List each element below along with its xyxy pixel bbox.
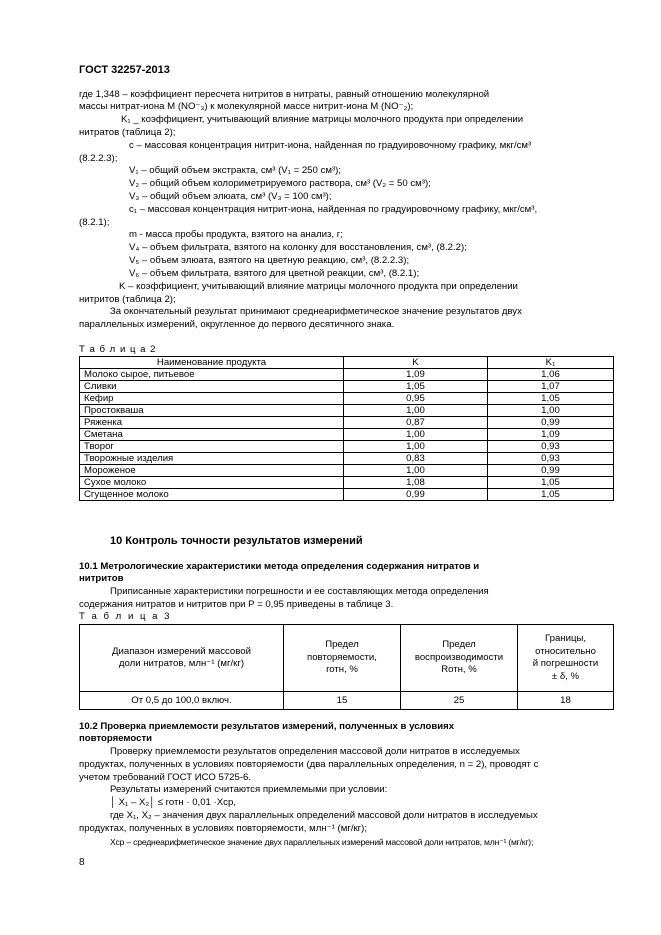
definition-line: V₄ – объем фильтрата, взятого на колонку для восстановления, см³, (8.2.2);: [129, 242, 467, 253]
subsection-heading: повторяемости: [79, 733, 153, 744]
table-cell: 1,00: [488, 405, 614, 417]
definition-line: m - масса пробы продукта, взятого на анализ, г;: [129, 229, 343, 240]
table-cell: 0,93: [488, 441, 614, 453]
header-text: Rотн, %: [441, 664, 477, 676]
table-row: [80, 405, 614, 417]
definition-line: где 1,348 – коэффициент пересчета нитритов в нитраты, равный отношению молекулярной: [79, 89, 490, 100]
table-row: [80, 692, 614, 710]
table-cell: 1,05: [488, 477, 614, 489]
header-text: Диапазон измерений массовой: [112, 645, 251, 657]
table-cell: 1,00: [344, 441, 488, 453]
column-header: K: [344, 357, 488, 369]
table-cell: Творог: [80, 441, 344, 453]
table-cell: Молоко сырое, питьевое: [80, 369, 344, 381]
column-header: [284, 625, 401, 692]
table-cell: Творожные изделия: [80, 453, 344, 465]
table-cell: Ряженка: [80, 417, 344, 429]
table3: [79, 624, 614, 710]
table-cell: 0,95: [344, 393, 488, 405]
table-cell: Мороженое: [80, 465, 344, 477]
table-row: [80, 453, 614, 465]
table-header-row: [80, 625, 614, 692]
page-number: 8: [79, 857, 85, 868]
header-text: Предел: [442, 639, 476, 651]
table-row: [80, 465, 614, 477]
table-cell: Сухое молоко: [80, 477, 344, 489]
table-cell: От 0,5 до 100,0 включ.: [80, 692, 284, 710]
table-cell: 1,09: [344, 369, 488, 381]
column-header: [80, 625, 284, 692]
paragraph-line: продуктах, полученных в условиях повторяемости, млн⁻¹ (мг/кг);: [79, 823, 368, 834]
definition-line: c₁ – массовая концентрация нитрит-иона, найденная по градуировочному графику, мкг/см³,: [129, 204, 538, 215]
table-cell: 1,00: [344, 405, 488, 417]
definition-line: V₃ – общий объем элюата, см³ (V₃ = 100 см³);: [129, 191, 332, 202]
table-cell: 1,00: [344, 429, 488, 441]
header-text: доли нитратов, млн⁻¹ (мг/кг): [118, 658, 245, 669]
paragraph-line: Xср – среднеарифметическое значение двух параллельных измерений массовой доли нитратов, млн⁻¹ (мг/кг);: [110, 837, 534, 847]
table-cell: Кефир: [80, 393, 344, 405]
subsection-heading: 10.1 Метрологические характеристики метода определения содержания нитратов и: [79, 561, 480, 572]
table-cell: 1,00: [344, 465, 488, 477]
table-cell: 0,99: [344, 489, 488, 501]
header-text: повторяемости,: [307, 651, 377, 663]
table-cell: 1,05: [344, 381, 488, 393]
table-cell: Сгущенное молоко: [80, 489, 344, 501]
table-row: [80, 441, 614, 453]
paragraph-line: продуктах, полученных в условиях повторяемости (два параллельных определения, n = 2), проводят с: [79, 759, 539, 770]
table3-caption: Т а б л и ц а 3: [79, 611, 172, 622]
paragraph-line: учетом требований ГОСТ ИСО 5725-6.: [79, 772, 252, 783]
paragraph-line: Результаты измерений считаются приемлемыми при условии:: [110, 784, 388, 795]
paragraph-line: Проверку приемлемости результатов определения массовой доли нитратов в исследуемых: [110, 746, 520, 757]
column-header: K₁: [488, 357, 614, 369]
subsection-heading: нитритов: [79, 573, 124, 584]
header-text: rотн, %: [326, 664, 358, 676]
table-cell: 0,87: [344, 417, 488, 429]
definition-line: массы нитрат-иона M (NO⁻₃) к молекулярной массе нитрит-иона M (NO⁻₂);: [79, 101, 414, 112]
header-text: й погрешности: [532, 658, 599, 669]
definition-line: нитратов (таблица 2);: [79, 127, 176, 138]
definition-line: V₁ – общий объем экстракта, см³ (V₁ = 250 см³);: [129, 165, 341, 176]
column-header: [401, 625, 518, 692]
table2: [79, 356, 614, 501]
table-cell: 1,05: [488, 393, 614, 405]
header-text: относительно: [535, 645, 596, 657]
column-header: Наименование продукта: [80, 357, 344, 369]
definition-line: (8.2.2.3);: [79, 153, 118, 164]
table-row: [80, 417, 614, 429]
table-cell: 1,07: [488, 381, 614, 393]
table-row: [80, 381, 614, 393]
paragraph-line: параллельных измерений, округленное до первого десятичного знака.: [79, 319, 395, 330]
definition-line: K – коэффициент, учитывающий влияние матрицы молочного продукта при определении: [119, 281, 518, 292]
table-cell: 25: [401, 692, 518, 710]
definition-line: c – массовая концентрация нитрит-иона, найденная по градуировочному графику, мкг/см³: [129, 140, 532, 151]
table-cell: Сливки: [80, 381, 344, 393]
table-cell: 1,08: [344, 477, 488, 489]
table-cell: 0,99: [488, 465, 614, 477]
column-header: [518, 625, 614, 692]
paragraph-line: содержания нитратов и нитритов при P = 0,95 приведены в таблице 3.: [79, 599, 394, 610]
table-header-row: [80, 357, 614, 369]
formula: │ X₁ – X₂│ ≤ rотн · 0,01 ·Xср,: [110, 797, 236, 808]
table-row: [80, 477, 614, 489]
header-text: воспроизводимости: [414, 651, 504, 663]
table-cell: 1,05: [488, 489, 614, 501]
section-heading: 10 Контроль точности результатов измерений: [110, 535, 363, 547]
table-cell: 18: [518, 692, 614, 710]
table-cell: Сметана: [80, 429, 344, 441]
table-cell: 0,99: [488, 417, 614, 429]
definition-line: нитритов (таблица 2);: [79, 294, 176, 305]
definition-line: (8.2.1);: [79, 217, 110, 228]
header-text: Границы,: [544, 633, 587, 644]
table2-caption: Т а б л и ц а 2: [79, 344, 157, 355]
header-text: Предел: [325, 639, 359, 651]
table-row: [80, 489, 614, 501]
table-row: [80, 429, 614, 441]
definition-line: K₁ _ коэффициент, учитывающий влияние матрицы молочного продукта при определении: [121, 114, 524, 125]
paragraph-line: где X₁, X₂ – значения двух параллельных определений массовой доли нитратов в исследуемых: [110, 810, 538, 821]
table-cell: 1,06: [488, 369, 614, 381]
table-row: [80, 393, 614, 405]
definition-line: V₂ – общий объем колориметрируемого раствора, см³ (V₂ = 50 см³);: [129, 178, 431, 189]
table-cell: 0,93: [488, 453, 614, 465]
table-cell: 0,83: [344, 453, 488, 465]
table-cell: 15: [284, 692, 401, 710]
document-header: ГОСТ 32257-2013: [79, 64, 170, 76]
table-cell: Простокваша: [80, 405, 344, 417]
definition-line: V₆ – объем фильтрата, взятого для цветной реакции, см³, (8.2.1);: [129, 268, 420, 279]
definition-line: V₅ – объем элюата, взятого на цветную реакцию, см³, (8.2.2.3);: [129, 255, 410, 266]
table-cell: 1,09: [488, 429, 614, 441]
paragraph-line: Приписанные характеристики погрешности и ее составляющих метода определения: [110, 586, 489, 597]
paragraph-line: За окончательный результат принимают среднеарифметическое значение результатов двух: [110, 306, 522, 317]
subsection-heading: 10.2 Проверка приемлемости результатов измерений, полученных в условиях: [79, 721, 455, 732]
header-text: ± δ, %: [551, 670, 580, 682]
table-row: [80, 369, 614, 381]
